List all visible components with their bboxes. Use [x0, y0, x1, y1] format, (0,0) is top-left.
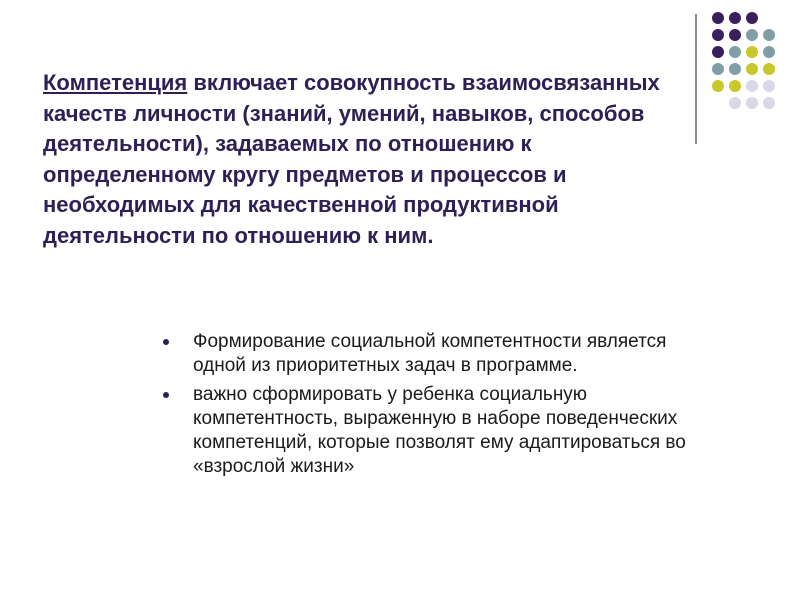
decorative-dot-purple — [729, 12, 741, 24]
definition-paragraph — [43, 68, 683, 251]
decorative-dot-purple — [712, 12, 724, 24]
decorative-dot-yellow — [712, 80, 724, 92]
bullet-icon — [163, 339, 169, 345]
decorative-dot-yellow — [746, 63, 758, 75]
bullet-icon — [163, 392, 169, 398]
decorative-dot-purple — [712, 29, 724, 41]
decorative-dot-yellow — [763, 63, 775, 75]
list-item — [163, 383, 723, 479]
decorative-dot-yellow — [729, 80, 741, 92]
decorative-dot-lavender — [729, 97, 741, 109]
decorative-dot-teal — [712, 63, 724, 75]
bullet-text: Формирование социальной компетентности является одной из приоритетных задач в программе. — [193, 331, 667, 376]
decorative-dot-lavender — [763, 80, 775, 92]
decorative-dot-purple — [746, 12, 758, 24]
decorative-dot-yellow — [746, 46, 758, 58]
decorative-dot-purple — [712, 46, 724, 58]
decorative-dot-teal — [763, 29, 775, 41]
decorative-dot-teal — [746, 29, 758, 41]
decorative-dot-teal — [763, 46, 775, 58]
defined-term: Компетенция — [43, 70, 188, 95]
decorative-dot-teal — [729, 46, 741, 58]
bullet-list — [163, 330, 723, 484]
decorative-dot-teal — [729, 63, 741, 75]
decorative-dot-purple — [729, 29, 741, 41]
definition-text: включает совокупность взаимосвязанных качеств личности (знаний, умений, навыков, способов деятельности), задаваемых по отношению к определенному кругу предметов и процессов и необходимых для качественной продуктивной деятельности по отношению к ним. — [43, 70, 660, 248]
decorative-dot-lavender — [763, 97, 775, 109]
list-item — [163, 330, 723, 378]
bullet-text: важно сформировать у ребенка социальную компетентность, выраженную в наборе поведенческих компетенций, которые позволят ему адаптироваться во «взрослой жизни» — [193, 384, 686, 477]
decorative-dot-lavender — [746, 97, 758, 109]
decorative-dot-lavender — [746, 80, 758, 92]
